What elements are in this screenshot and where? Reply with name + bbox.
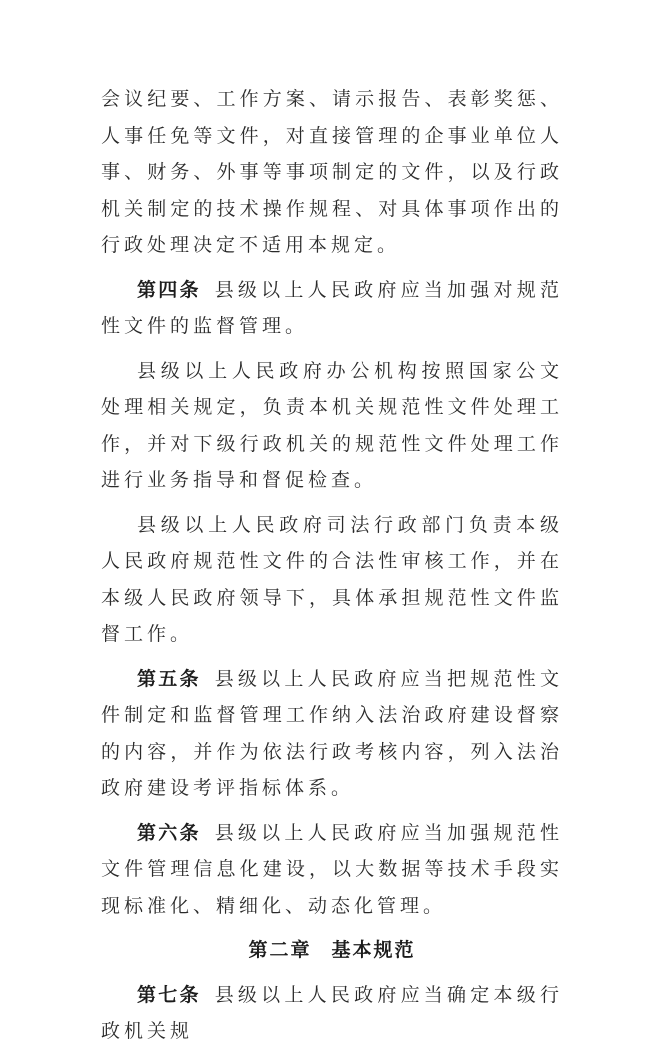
paragraph-justice-duties: 县级以上人民政府司法行政部门负责本级人民政府规范性文件的合法性审核工作，并在本级人民政府领导下，具体承担规范性文件监督工作。 xyxy=(101,513,563,645)
article-number: 第四条 xyxy=(137,278,201,301)
chapter-number: 第二章 xyxy=(248,939,312,961)
article-text: 县级以上人民政府应当加强规范性文件管理信息化建设，以大数据等技术手段实现标准化、精细化、动态化管理。 xyxy=(101,821,563,917)
paragraph-continuation: 会议纪要、工作方案、请示报告、表彰奖惩、人事任免等文件，对直接管理的企事业单位人事、财务、外事等事项制定的文件，以及行政机关制定的技术操作规程、对具体事项作出的行政处理决定不适用本规定。 xyxy=(101,88,563,256)
chapter-title: 基本规范 xyxy=(331,939,416,961)
document-page xyxy=(101,81,563,1058)
article-5 xyxy=(101,661,563,807)
article-text: 县级以上人民政府应当把规范性文件制定和监督管理工作纳入法治政府建设督察的内容，并作为依法行政考核内容，列入法治政府建设考评指标体系。 xyxy=(101,667,563,799)
article-text: 县级以上人民政府应当确定本级行政机关规 xyxy=(101,983,563,1042)
article-text: 县级以上人民政府应当加强对规范性文件的监督管理。 xyxy=(101,278,563,337)
paragraph-office-duties: 县级以上人民政府办公机构按照国家公文处理相关规定，负责本机关规范性文件处理工作，并对下级行政机关的规范性文件处理工作进行业务指导和督促检查。 xyxy=(101,359,563,491)
article-number: 第七条 xyxy=(137,983,201,1006)
chapter-heading xyxy=(101,932,563,969)
article-6 xyxy=(101,815,563,925)
article-number: 第六条 xyxy=(137,821,201,844)
article-7 xyxy=(101,977,563,1050)
article-4 xyxy=(101,272,563,345)
article-number: 第五条 xyxy=(137,667,201,690)
